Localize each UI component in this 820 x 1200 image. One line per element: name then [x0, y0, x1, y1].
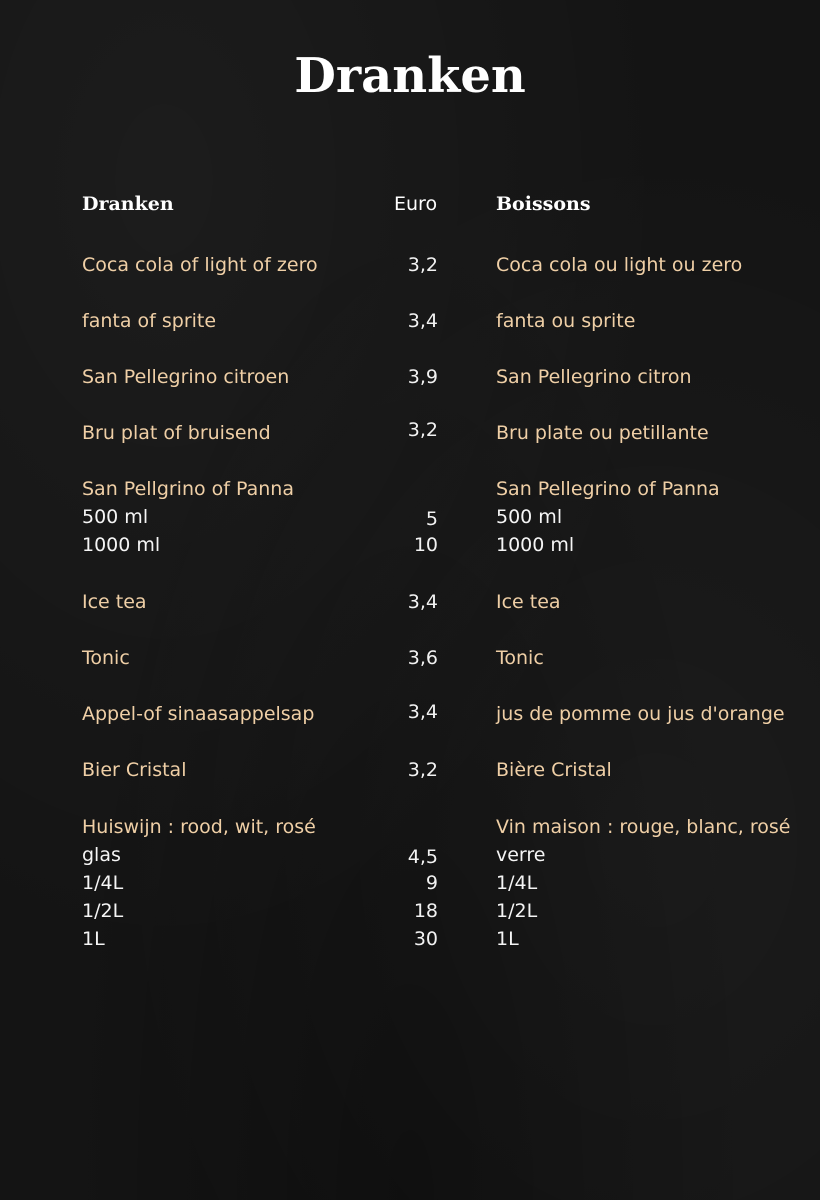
- item-name-dutch: Huiswijn : rood, wit, rosé: [82, 816, 316, 838]
- item-price: 3,2: [407, 254, 438, 276]
- item-price: 4,5: [407, 846, 438, 868]
- item-name-dutch-group: [82, 475, 294, 559]
- item-price: 3,4: [407, 310, 438, 332]
- item-price: 3,9: [407, 366, 438, 388]
- size-label-french: verre: [496, 844, 546, 866]
- item-price: 3,4: [407, 701, 438, 723]
- item-name-french-group: [496, 475, 720, 559]
- item-price-group: [408, 813, 438, 953]
- size-label-french: 500 ml: [496, 506, 563, 528]
- item-name-dutch: San Pellegrino citroen: [82, 366, 290, 388]
- item-price: 30: [413, 928, 438, 950]
- item-price: 18: [413, 900, 438, 922]
- size-label-french: 1000 ml: [496, 534, 575, 556]
- column-header-dutch: Dranken: [82, 193, 174, 215]
- item-price: 5: [425, 508, 438, 530]
- item-price: 3,2: [407, 419, 438, 441]
- item-name-french: fanta ou sprite: [496, 310, 636, 332]
- column-header-price: Euro: [394, 193, 438, 215]
- item-name-french: Ice tea: [496, 591, 561, 613]
- item-name-dutch-group: [82, 813, 316, 953]
- page-title: Dranken: [294, 48, 526, 104]
- item-price: 3,6: [407, 647, 438, 669]
- size-label-dutch: 1L: [82, 928, 105, 950]
- size-label-dutch: 1/4L: [82, 872, 124, 894]
- item-price: 9: [425, 872, 438, 894]
- size-label-french: 1/2L: [496, 900, 538, 922]
- size-label-dutch: 1/2L: [82, 900, 124, 922]
- column-header-french: Boissons: [496, 193, 591, 215]
- item-name-dutch: Coca cola of light of zero: [82, 254, 318, 276]
- item-name-dutch: Appel-of sinaasappelsap: [82, 703, 315, 725]
- price-spacer: [408, 813, 438, 841]
- size-label-dutch: 1000 ml: [82, 534, 161, 556]
- item-name-dutch: Bru plat of bruisend: [82, 422, 271, 444]
- item-name-french: Bru plate ou petillante: [496, 422, 709, 444]
- size-label-dutch: glas: [82, 844, 121, 866]
- item-name-dutch: fanta of sprite: [82, 310, 217, 332]
- item-name-dutch: Ice tea: [82, 591, 147, 613]
- size-label-french: 1/4L: [496, 872, 538, 894]
- size-label-french: 1L: [496, 928, 519, 950]
- item-name-french: Bière Cristal: [496, 759, 612, 781]
- item-name-french: jus de pomme ou jus d'orange: [496, 703, 785, 725]
- item-name-french: Tonic: [496, 647, 544, 669]
- item-name-dutch: San Pellgrino of Panna: [82, 478, 294, 500]
- item-name-french: Vin maison : rouge, blanc, rosé: [496, 816, 791, 838]
- item-name-french: San Pellegrino citron: [496, 366, 692, 388]
- item-price: 10: [413, 534, 438, 556]
- size-label-dutch: 500 ml: [82, 506, 149, 528]
- item-name-french-group: [496, 813, 790, 953]
- item-price: 3,2: [407, 759, 438, 781]
- price-spacer: [414, 475, 438, 503]
- item-name-dutch: Tonic: [82, 647, 130, 669]
- item-price: 3,4: [407, 591, 438, 613]
- item-price-group: [414, 475, 438, 559]
- item-name-dutch: Bier Cristal: [82, 759, 187, 781]
- item-name-french: San Pellegrino of Panna: [496, 478, 720, 500]
- item-name-french: Coca cola ou light ou zero: [496, 254, 743, 276]
